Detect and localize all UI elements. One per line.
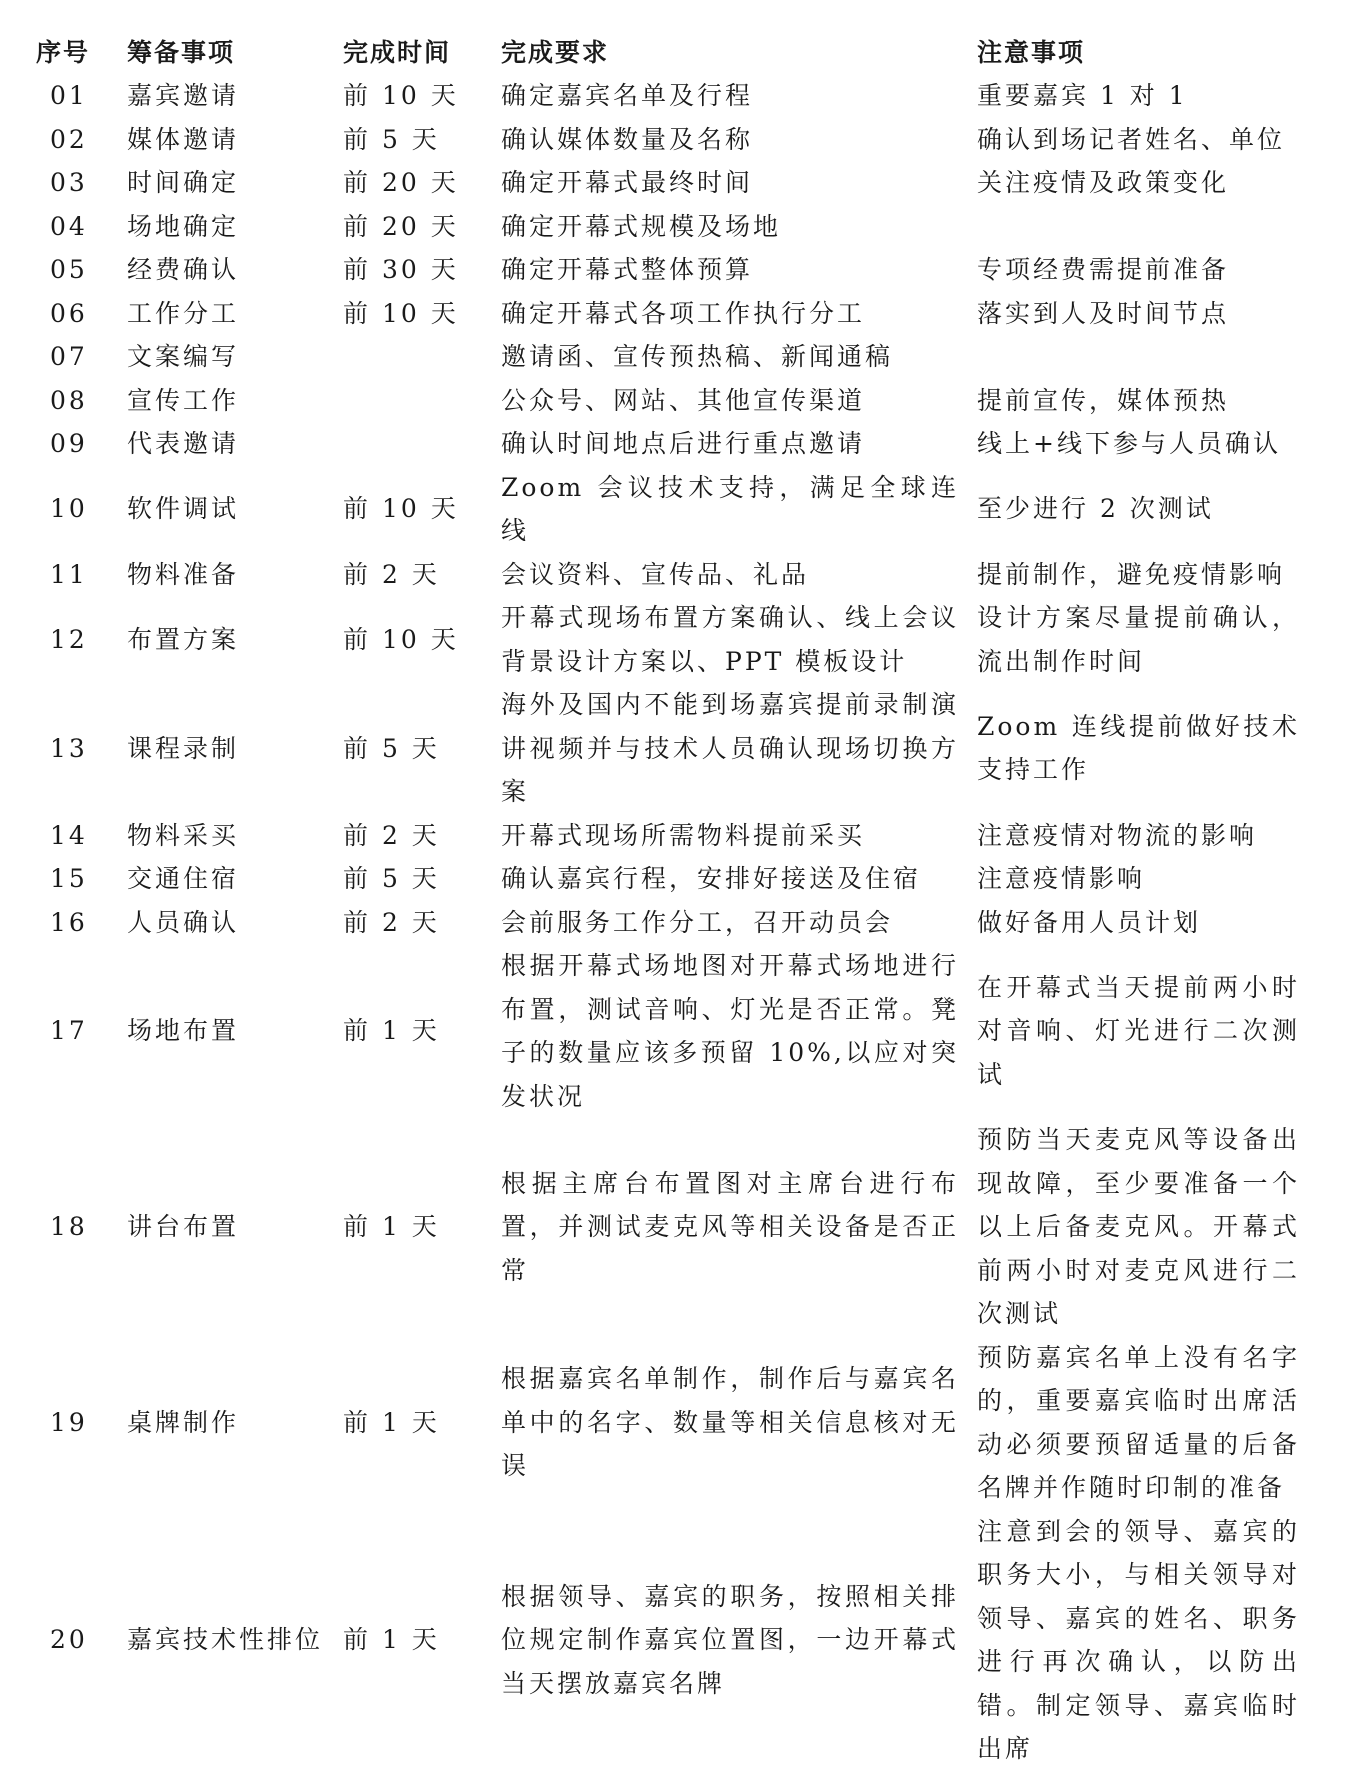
cell-time: 前 1 天	[343, 1212, 440, 1241]
table-row	[30, 292, 1300, 336]
cell-requirement: 海外及国内不能到场嘉宾提前录制演讲视频并与技术人员确认现场切换方案	[501, 690, 959, 806]
table-row	[30, 74, 1300, 118]
cell-no: 01	[50, 81, 88, 110]
cell-no: 06	[50, 298, 88, 328]
cell-no: 02	[50, 124, 88, 154]
cell-notes: 提前宣传，媒体预热	[977, 385, 1230, 415]
header-requirement: 完成要求	[501, 38, 610, 67]
cell-no: 08	[50, 385, 88, 415]
cell-requirement: Zoom 会议技术支持，满足全球连线	[501, 472, 959, 545]
cell-notes: 注意疫情影响	[977, 864, 1146, 893]
cell-time: 前 10 天	[343, 81, 459, 110]
cell-item: 嘉宾邀请	[127, 81, 240, 110]
table-row	[30, 857, 1300, 901]
cell-notes: 确认到场记者姓名、单位	[977, 124, 1286, 154]
table-row	[30, 596, 1300, 683]
cell-no: 09	[50, 429, 88, 458]
cell-item: 宣传工作	[127, 385, 240, 415]
cell-notes: 预防当天麦克风等设备出现故障，至少要准备一个以上后备麦克风。开幕式前两小时对麦克风进行二次测试	[977, 1125, 1300, 1328]
cell-time: 前 5 天	[343, 124, 440, 154]
cell-no: 10	[50, 494, 88, 524]
table-row	[30, 379, 1300, 423]
table-row	[30, 683, 1300, 814]
cell-item: 时间确定	[127, 168, 240, 197]
cell-notes: 在开幕式当天提前两小时对音响、灯光进行二次测试	[977, 972, 1300, 1089]
cell-item: 嘉宾技术性排位	[127, 1625, 324, 1655]
cell-requirement: 确定开幕式规模及场地	[501, 211, 782, 241]
cell-time: 前 1 天	[343, 1625, 440, 1655]
cell-notes: 提前制作，避免疫情影响	[977, 559, 1286, 589]
cell-no: 15	[50, 864, 88, 893]
cell-item: 软件调试	[127, 494, 240, 524]
cell-no: 03	[50, 168, 88, 197]
cell-notes: 做好备用人员计划	[977, 907, 1202, 937]
table-row	[30, 814, 1300, 858]
cell-notes: 注意到会的领导、嘉宾的职务大小，与相关领导对领导、嘉宾的姓名、职务进行再次确认，以防出错。制定领导、嘉宾临时出席	[977, 1516, 1300, 1763]
cell-time	[343, 379, 501, 423]
cell-no: 04	[50, 211, 88, 241]
cell-no: 18	[50, 1212, 88, 1241]
cell-time: 前 10 天	[343, 298, 459, 328]
cell-item: 物料准备	[127, 559, 240, 589]
table-row	[30, 1510, 1300, 1771]
cell-notes: 线上+线下参与人员确认	[977, 429, 1281, 458]
cell-no: 13	[50, 733, 88, 763]
table-body	[30, 74, 1300, 1771]
cell-notes	[977, 205, 1300, 249]
cell-notes: 落实到人及时间节点	[977, 298, 1230, 328]
cell-no: 12	[50, 624, 88, 654]
cell-requirement: 根据主席台布置图对主席台进行布置，并测试麦克风等相关设备是否正常	[501, 1168, 959, 1285]
cell-requirement: 会前服务工作分工，召开动员会	[501, 907, 894, 937]
cell-requirement: 确定开幕式整体预算	[501, 255, 754, 284]
cell-notes: 至少进行 2 次测试	[977, 494, 1214, 524]
cell-time: 前 2 天	[343, 559, 440, 589]
cell-time	[343, 422, 501, 466]
cell-requirement: 会议资料、宣传品、礼品	[501, 559, 810, 589]
table-row	[30, 118, 1300, 162]
cell-requirement: 根据开幕式场地图对开幕式场地进行布置，测试音响、灯光是否正常。凳子的数量应该多预留 10%,以应对突发状况	[501, 951, 959, 1111]
cell-requirement: 确认媒体数量及名称	[501, 124, 754, 154]
header-notes: 注意事项	[977, 38, 1086, 67]
cell-item: 场地布置	[127, 1016, 240, 1046]
cell-item: 布置方案	[127, 624, 240, 654]
cell-item: 讲台布置	[127, 1212, 240, 1241]
cell-no: 07	[50, 342, 88, 371]
cell-time: 前 5 天	[343, 864, 440, 893]
cell-item: 场地确定	[127, 211, 240, 241]
header-item: 筹备事项	[127, 38, 236, 67]
cell-no: 17	[50, 1016, 88, 1046]
cell-item: 经费确认	[127, 255, 240, 284]
cell-no: 05	[50, 255, 88, 284]
cell-no: 16	[50, 907, 88, 937]
table-row	[30, 161, 1300, 205]
cell-item: 桌牌制作	[127, 1407, 240, 1437]
cell-notes: Zoom 连线提前做好技术支持工作	[977, 711, 1300, 785]
cell-notes: 重要嘉宾 1 对 1	[977, 81, 1188, 110]
cell-notes: 预防嘉宾名单上没有名字的，重要嘉宾临时出席活动必须要预留适量的后备名牌并作随时印制的准备	[977, 1342, 1300, 1502]
preparation-table	[30, 28, 1300, 1771]
cell-item: 文案编写	[127, 342, 240, 371]
cell-time: 前 20 天	[343, 168, 459, 197]
header-time: 完成时间	[343, 38, 452, 67]
cell-requirement: 公众号、网站、其他宣传渠道	[501, 385, 866, 415]
cell-time: 前 2 天	[343, 907, 440, 937]
cell-no: 19	[50, 1407, 88, 1437]
cell-notes: 关注疫情及政策变化	[977, 168, 1230, 197]
cell-no: 20	[50, 1625, 88, 1655]
table-row	[30, 335, 1300, 379]
header-no: 序号	[36, 38, 91, 67]
cell-requirement: 邀请函、宣传预热稿、新闻通稿	[501, 342, 894, 371]
cell-time: 前 1 天	[343, 1016, 440, 1046]
cell-item: 交通住宿	[127, 864, 240, 893]
cell-requirement: 确认时间地点后进行重点邀请	[501, 429, 866, 458]
cell-notes	[977, 335, 1300, 379]
table-header	[30, 28, 1300, 74]
table-row	[30, 901, 1300, 945]
cell-notes: 设计方案尽量提前确认，流出制作时间	[977, 603, 1300, 676]
table-row	[30, 1118, 1300, 1336]
cell-requirement: 确定嘉宾名单及行程	[501, 81, 754, 110]
cell-item: 课程录制	[127, 733, 240, 763]
cell-no: 14	[50, 820, 88, 850]
table-row	[30, 205, 1300, 249]
table-row	[30, 944, 1300, 1118]
table-row	[30, 553, 1300, 597]
cell-requirement: 根据嘉宾名单制作，制作后与嘉宾名单中的名字、数量等相关信息核对无误	[501, 1364, 959, 1481]
table-row	[30, 466, 1300, 553]
cell-notes: 专项经费需提前准备	[977, 255, 1230, 284]
cell-item: 工作分工	[127, 298, 240, 328]
cell-time: 前 30 天	[343, 255, 459, 284]
cell-requirement: 确定开幕式各项工作执行分工	[501, 298, 866, 328]
header-row	[30, 28, 1300, 74]
table-row	[30, 248, 1300, 292]
cell-time: 前 1 天	[343, 1407, 440, 1437]
cell-requirement: 确定开幕式最终时间	[501, 168, 754, 197]
cell-item: 人员确认	[127, 907, 240, 937]
cell-requirement: 开幕式现场布置方案确认、线上会议背景设计方案以、PPT 模板设计	[501, 603, 959, 676]
cell-time	[343, 335, 501, 379]
cell-no: 11	[50, 559, 88, 589]
cell-time: 前 2 天	[343, 820, 440, 850]
cell-requirement: 确认嘉宾行程，安排好接送及住宿	[501, 864, 922, 893]
cell-notes: 注意疫情对物流的影响	[977, 820, 1258, 850]
table-row	[30, 1336, 1300, 1510]
cell-time: 前 10 天	[343, 494, 459, 524]
cell-item: 代表邀请	[127, 429, 240, 458]
cell-requirement: 开幕式现场所需物料提前采买	[501, 820, 866, 850]
cell-time: 前 10 天	[343, 624, 459, 654]
cell-requirement: 根据领导、嘉宾的职务，按照相关排位规定制作嘉宾位置图，一边开幕式当天摆放嘉宾名牌	[501, 1581, 959, 1698]
cell-item: 媒体邀请	[127, 124, 240, 154]
cell-item: 物料采买	[127, 820, 240, 850]
table-row	[30, 422, 1300, 466]
cell-time: 前 20 天	[343, 211, 459, 241]
cell-time: 前 5 天	[343, 733, 440, 763]
